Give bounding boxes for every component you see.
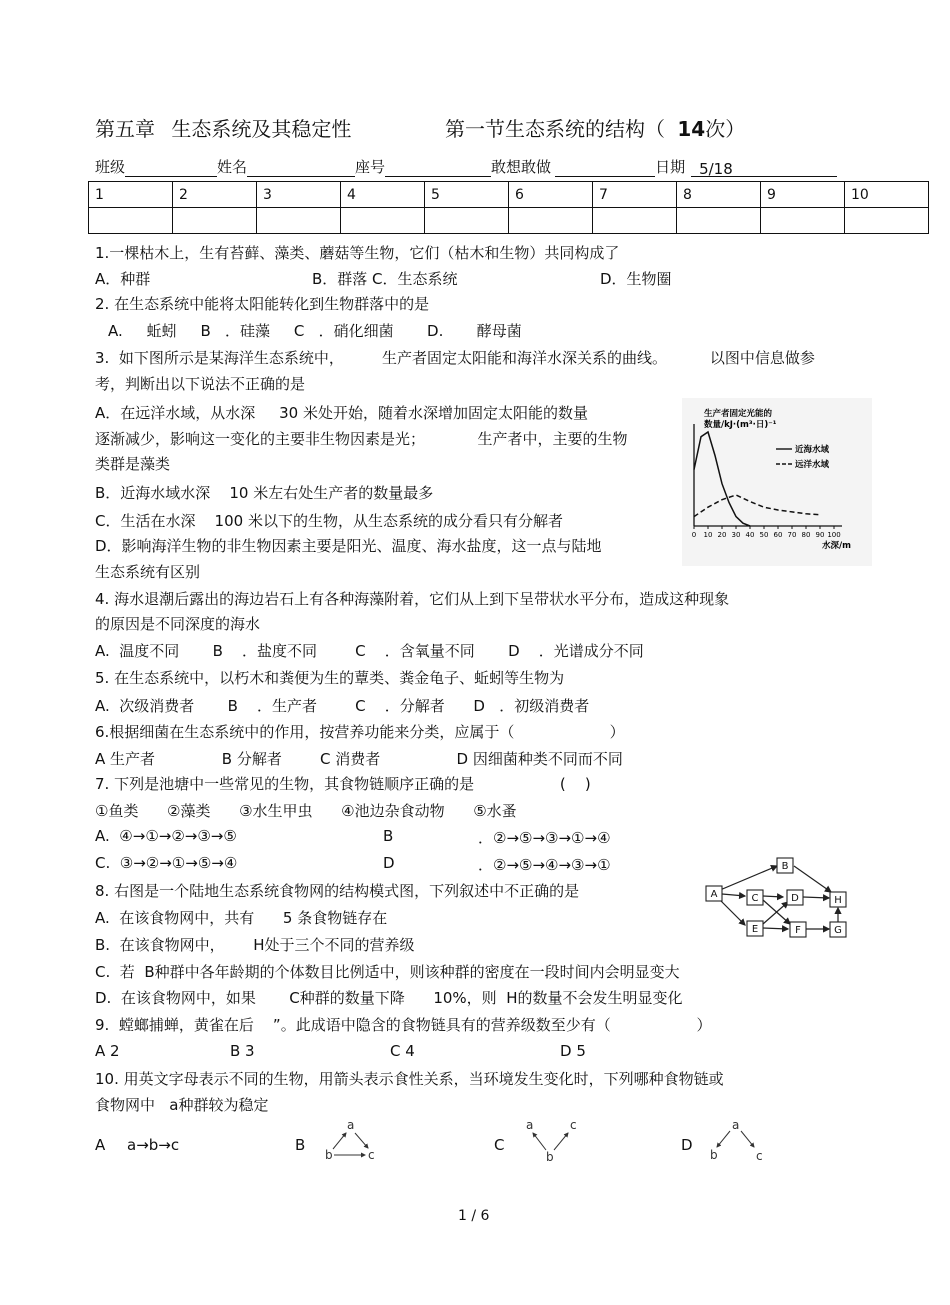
x-tick-label: 70: [787, 531, 797, 539]
answer-header: 10: [845, 182, 929, 208]
x-tick-label: 80: [801, 531, 811, 539]
node-a: a: [347, 1118, 355, 1132]
q8-option-c: C. 若 B种群中各年龄期的个体数目比例适中，则该种群的密度在一段时间内会明显变大: [95, 963, 680, 981]
date-field[interactable]: [691, 160, 837, 177]
legend-far: 远洋水域: [795, 460, 830, 470]
q3-option-a-1: A．在远洋水域，从水深 30 米处开始，随着水深增加固定太阳能的数量: [95, 404, 588, 422]
q10-diagram-b: [322, 1117, 380, 1165]
q3-option-c: C．生活在水深 100 米以下的生物，从生态系统的成分看只有分解者: [95, 512, 563, 530]
x-tick-label: 60: [773, 531, 783, 539]
food-web-diagram: [700, 852, 860, 944]
q10-option-d-label: D: [681, 1136, 693, 1154]
session-unit: 次）: [705, 117, 746, 141]
q2-stem: 2. 在生态系统中能将太阳能转化到生物群落中的是: [95, 295, 430, 313]
q1-stem: 1.一棵枯木上，生有苔藓、藻类、蘑菇等生物，它们（枯木和生物）共同构成了: [95, 244, 620, 262]
x-tick-label: 30: [731, 531, 741, 539]
answer-cell[interactable]: [257, 208, 341, 234]
answer-header: 3: [257, 182, 341, 208]
q8-option-b: B. 在该食物网中， H处于三个不同的营养级: [95, 936, 415, 954]
x-tick-label: 40: [745, 531, 755, 539]
answer-header: 1: [89, 182, 173, 208]
class-label: 班级: [95, 158, 126, 176]
chapter-title: 生态系统及其稳定性: [171, 117, 352, 141]
node-a: a: [526, 1118, 534, 1132]
q7-option-d-label: D: [383, 854, 395, 872]
food-web-arrows: [720, 866, 838, 929]
q6-options: A 生产者 B 分解者 C 消费者 D 因细菌种类不同而不同: [95, 750, 623, 768]
session-number: 14: [677, 117, 706, 141]
answer-cell[interactable]: [509, 208, 593, 234]
class-field[interactable]: [125, 160, 217, 177]
q7-option-b: ．②→⑤→③→①→④: [478, 829, 611, 847]
q7-stem: 7. 下列是池塘中一些常见的生物，其食物链顺序正确的是 ( ): [95, 775, 591, 793]
q8-stem: 8. 右图是一个陆地生态系统食物网的结构模式图，下列叙述中不正确的是: [95, 882, 580, 900]
node-c: c: [570, 1118, 577, 1132]
q10-stem-2: 食物网中 a种群较为稳定: [95, 1096, 269, 1114]
node-b: b: [325, 1148, 333, 1162]
x-tick-label: 100: [827, 531, 841, 539]
q10-diagram-c: [522, 1117, 582, 1165]
q10-option-a-chain: a→b→c: [127, 1136, 180, 1154]
node-c: c: [368, 1148, 375, 1162]
q5-options: A. 次级消费者 B ．生产者 C ．分解者 D ．初级消费者: [95, 697, 590, 715]
section-title: [445, 113, 745, 142]
q10-option-b-label: B: [295, 1136, 306, 1154]
q1-option-bc: B．群落 C．生态系统: [312, 270, 458, 288]
answer-header: 6: [509, 182, 593, 208]
q9-option-d: D 5: [560, 1042, 586, 1060]
q10-option-a-label: A: [95, 1136, 106, 1154]
legend-near: 近海水域: [795, 445, 830, 455]
chapter-label: 第五章: [95, 117, 155, 141]
name-label: 姓名: [217, 158, 248, 176]
answer-header: 2: [173, 182, 257, 208]
seat-label: 座号: [355, 158, 386, 176]
q3-option-a-3: 类群是藻类: [95, 455, 171, 473]
x-tick-label: 20: [717, 531, 727, 539]
q4-stem-2: 的原因是不同深度的海水: [95, 615, 261, 633]
section-label: 第一节生态系统的结构（: [445, 117, 665, 141]
info-line: [95, 156, 837, 177]
node-g: G: [834, 925, 842, 936]
answer-cell[interactable]: [89, 208, 173, 234]
node-c: c: [756, 1149, 763, 1163]
q10-stem-1: 10. 用英文字母表示不同的生物，用箭头表示食性关系，当环境发生变化时，下列哪种食物链或: [95, 1070, 724, 1088]
answer-cell[interactable]: [761, 208, 845, 234]
q7-option-b-label: B: [383, 827, 394, 845]
q3-option-d-2: 生态系统有区别: [95, 563, 201, 581]
answer-header: 4: [341, 182, 425, 208]
q1-option-a: A．种群: [95, 270, 151, 288]
date-value: 5/18: [699, 160, 733, 178]
q3-stem-2: 考，判断出以下说法不正确的是: [95, 375, 306, 393]
chart-xlabel: 水深/m: [822, 541, 851, 551]
node-e: E: [751, 924, 759, 935]
q10-diagram-d: [706, 1117, 768, 1165]
answer-header: 5: [425, 182, 509, 208]
q9-option-a: A 2: [95, 1042, 120, 1060]
q7-items: ①鱼类 ②藻类 ③水生甲虫 ④池边杂食动物 ⑤水蚤: [95, 802, 517, 820]
node-b: b: [546, 1150, 554, 1164]
answer-header-row: [89, 182, 929, 208]
date-label: 日期: [655, 158, 686, 176]
q10-option-c-label: C: [494, 1136, 505, 1154]
q5-stem: 5. 在生态系统中，以朽木和粪便为生的蕈类、粪金龟子、蚯蚓等生物为: [95, 669, 565, 687]
seat-field[interactable]: [385, 160, 491, 177]
answer-header: 8: [677, 182, 761, 208]
answer-cell[interactable]: [677, 208, 761, 234]
q2-options: A. 蚯蚓 B ．硅藻 C ．硝化细菌 D. 酵母菌: [108, 322, 522, 340]
node-a: a: [732, 1118, 740, 1132]
q9-option-b: B 3: [230, 1042, 255, 1060]
answer-header: 9: [761, 182, 845, 208]
q3-option-a-2: 逐渐减少，影响这一变化的主要非生物因素是光； 生产者中，主要的生物: [95, 430, 628, 448]
name-field[interactable]: [247, 160, 355, 177]
node-c: C: [751, 893, 759, 904]
answer-cell[interactable]: [173, 208, 257, 234]
q4-options: A. 温度不同 B ．盐度不同 C ．含氧量不同 D ．光谱成分不同: [95, 642, 644, 660]
answer-cell[interactable]: [845, 208, 929, 234]
q3-option-d-1: D．影响海洋生物的非生物因素主要是阳光、温度、海水盐度，这一点与陆地: [95, 537, 602, 555]
x-tick-label: 0: [691, 531, 697, 539]
q1-option-d: D．生物圈: [600, 270, 672, 288]
q9-stem: 9. 螳螂捕蝉，黄雀在后 ”。此成语中隐含的食物链具有的营养级数至少有（ ）: [95, 1016, 712, 1034]
node-b: B: [781, 861, 789, 872]
q6-stem: 6.根据细菌在生态系统中的作用，按营养功能来分类，应属于（ ）: [95, 723, 625, 741]
answer-cell[interactable]: [341, 208, 425, 234]
node-a: A: [710, 889, 718, 900]
q7-option-d: ．②→⑤→④→③→①: [478, 856, 611, 874]
motto-label: 敢想敢做: [491, 158, 552, 176]
answer-table: [88, 181, 929, 234]
answer-row: [89, 208, 929, 234]
q3-stem-1: 3. 如下图所示是某海洋生态系统中， 生产者固定太阳能和海洋水深关系的曲线。 以图中信息做参: [95, 349, 815, 367]
q7-option-a: A. ④→①→②→③→⑤: [95, 827, 237, 845]
answer-cell[interactable]: [593, 208, 677, 234]
answer-header: 7: [593, 182, 677, 208]
answer-cell[interactable]: [425, 208, 509, 234]
node-f: F: [795, 925, 801, 936]
q7-option-c: C. ③→②→①→⑤→④: [95, 854, 238, 872]
node-b: b: [710, 1148, 718, 1162]
depth-energy-chart: [682, 398, 872, 566]
page-number: 1 / 6: [458, 1208, 490, 1224]
chart-ylabel: 生产者固定光能的数量/kJ·(m³·日)⁻¹: [704, 409, 777, 430]
q8-option-d: D. 在该食物网中，如果 C种群的数量下降 10%，则 H的数量不会发生明显变化: [95, 989, 683, 1007]
q8-option-a: A. 在该食物网中，共有 5 条食物链存在: [95, 909, 388, 927]
q3-option-b: B．近海水域水深 10 米左右处生产者的数量最多: [95, 484, 434, 502]
x-tick-label: 90: [815, 531, 825, 539]
x-tick-label: 50: [759, 531, 769, 539]
q4-stem-1: 4. 海水退潮后露出的海边岩石上有各种海藻附着，它们从上到下呈带状水平分布，造成这种现象: [95, 590, 730, 608]
node-d: D: [791, 893, 799, 904]
page-title: [95, 113, 351, 142]
node-h: H: [834, 895, 842, 906]
q9-option-c: C 4: [390, 1042, 415, 1060]
x-tick-label: 10: [703, 531, 713, 539]
motto-field[interactable]: [555, 160, 655, 177]
